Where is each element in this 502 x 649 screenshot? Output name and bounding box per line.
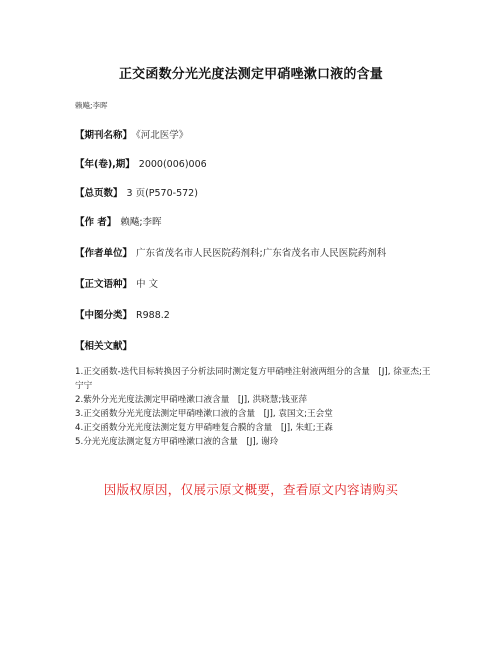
field-label: 【总页数】 [75, 188, 123, 199]
field-value: 中 文 [136, 279, 159, 290]
authors-line: 赖飚;李晖 [75, 101, 108, 110]
field-year-volume-issue [75, 156, 207, 170]
field-label: 【作者单位】 [75, 248, 133, 259]
field-author-affiliation [75, 245, 386, 259]
reference-item[interactable]: 4.正交函数分光光度法测定复方甲硝唑复合膜的含量 [J], 朱虹;王森 [75, 423, 333, 433]
field-authors [75, 214, 162, 228]
page-title: 正交函数分光光度法测定甲硝唑漱口液的含量 [118, 67, 383, 82]
field-label: 【作 者】 [75, 217, 117, 228]
field-value: 3 页(P570-572) [126, 188, 198, 199]
reference-item[interactable]: 2.紫外分光光度法测定甲硝唑漱口液含量 [J], 洪晓慧;钱亚萍 [75, 395, 308, 405]
field-value: 广东省茂名市人民医院药剂科;广东省茂名市人民医院药剂科 [136, 248, 387, 259]
field-label: 【期刊名称】 [75, 130, 133, 141]
references-list [75, 365, 435, 449]
field-page-count [75, 185, 198, 199]
reference-item[interactable]: 5.分光光度法测定复方甲硝唑漱口液的含量 [J], 谢玲 [75, 437, 279, 447]
field-language [75, 276, 158, 290]
field-value: 2000(006)006 [138, 159, 207, 170]
field-value: R988.2 [136, 310, 170, 321]
field-value: 《河北医学》 [136, 130, 189, 141]
field-value: 赖飚;李晖 [120, 217, 162, 228]
copyright-notice: 因版权原因，仅展示原文概要，查看原文内容请购买 [103, 482, 399, 497]
field-classification [75, 307, 170, 321]
field-journal-name [75, 127, 188, 141]
field-label: 【正文语种】 [75, 279, 133, 290]
reference-item[interactable]: 1.正交函数-迭代目标转换因子分析法同时测定复方甲硝唑注射液两组分的含量 [J], 徐亚杰;王宁宁 [75, 367, 431, 391]
field-label: 【年(卷),期】 [75, 159, 135, 170]
field-label: 【中图分类】 [75, 310, 133, 321]
references-heading: 【相关文献】 [75, 341, 133, 352]
reference-item[interactable]: 3.正交函数分光光度法测定甲硝唑漱口液的含量 [J], 袁国文;王会堂 [75, 409, 333, 419]
